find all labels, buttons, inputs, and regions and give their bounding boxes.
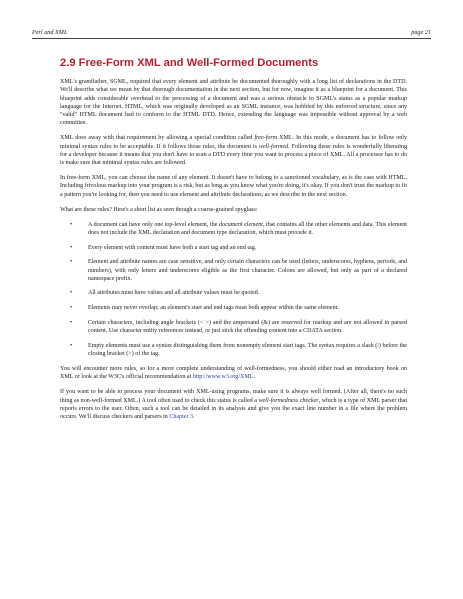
- body-text: [60, 78, 407, 428]
- page-number: page 21: [411, 29, 431, 36]
- paragraph-free-form: [60, 134, 407, 167]
- list-item: [60, 244, 407, 252]
- paragraph-rules-intro: What are these rules? Here's a short list as seen though a coarse-grained spyglass:: [60, 206, 258, 213]
- bullet-icon: •: [70, 258, 73, 266]
- rule-text: Every element with content must have both a start tag and an end tag.: [88, 244, 257, 251]
- term-well-formedness-checker: well-formedness checker: [258, 397, 319, 404]
- bullet-icon: •: [70, 304, 73, 312]
- text-segment: You will encounter more rules, so for a more complete understanding of well-formedness, you should either read an introductory book on XML or look at the W3C's official recommendation at: [60, 366, 407, 381]
- book-title-header: Perl and XML: [32, 29, 68, 36]
- bullet-icon: •: [70, 318, 73, 326]
- rule-text: Elements may never overlap; an element's start and end tags must both appear within the same element.: [88, 305, 339, 312]
- text-segment: .: [253, 374, 255, 381]
- text-segment: , that contains all the other elements and data. This element does not include the XML declaration and document type declaration, which must precede it.: [88, 221, 407, 236]
- text-segment: , which is a type of XML parser that reports errors to the user. Often, such a tool can be detailed in its analysis and give you the exact line number in a file where the problem occurs. We'll discuss checkers and parsers in: [60, 397, 408, 421]
- chapter-3-link[interactable]: Chapter 3: [169, 414, 193, 421]
- text-segment: XML. In this mode, a document has to follow only minimal syntax rules to be acceptable. If it follows those rules, the document is: [60, 135, 407, 150]
- term-free-form: free-form: [254, 135, 278, 142]
- term-well-formed: well-formed: [258, 143, 289, 150]
- paragraph-checkers: [60, 388, 407, 421]
- list-item: [60, 304, 407, 312]
- rule-text: Element and attribute names are case sensitive, and only certain characters can be used (letters, underscores, hyphens, periods, and numbers), with only letters and underscores eligible as the first character. Colons are allowed, but only as part of a declared namespace prefix.: [88, 259, 407, 282]
- text-segment: . Following these rules is wonderfully liberating for a developer because it means that you don't have to scan a DTD every time you want to process a piece of XML. All a processor has to do is make sure that minimal syntax rules are followed.: [60, 143, 408, 167]
- section-heading: 2.9 Free-Form XML and Well-Formed Documents: [60, 57, 319, 69]
- text-segment: If you want to be able to process your document with XML-using programs, make sure it is always well formed. (After all, there's no such thing as non-well-formed XML.) A tool often used to check this status is called a: [60, 389, 407, 404]
- text-segment: XML does away with that requirement by allowing a special condition called: [60, 135, 255, 142]
- list-item: [60, 319, 407, 336]
- bullet-icon: •: [70, 341, 73, 349]
- rules-list: [60, 221, 407, 359]
- rule-text: All attributes must have values and all attribute values must be quoted.: [88, 290, 260, 297]
- bullet-icon: •: [70, 220, 73, 228]
- rule-text: Certain characters, including angle brackets (< >) and the ampersand (&) are reserved for markup and are not allowed in parsed content. Use character entity references instead, or just stick the offending content into a CDATA section.: [88, 319, 407, 335]
- paragraph-more-rules: [60, 365, 407, 382]
- bullet-icon: •: [70, 289, 73, 297]
- header-divider: [32, 38, 431, 39]
- term-document-element: document element: [219, 221, 263, 228]
- paragraph-sgml-history: XML's grandfather, SGML, required that every element and attribute be documented thoroughly with a long list of declarations in the DTD. We'll describe what we mean by that thorough documentation in the next section, but for now, imagine it as a blueprint for a document. This blueprint adds considerable overhead to the processing of a document and was a serious obstacle to SGML's status as a popular markup language for the Internet. HTML, which was originally developed as an SGML instance, was hobbled by this enforced structure, since any "valid" HTML document had to conform to the HTML DTD. Hence, extending the language was impossible without approval by a web committee.: [60, 79, 407, 127]
- list-item: [60, 221, 407, 238]
- rule-text: Empty elements must use a syntax distinguishing them from nonempty element start tags. The syntax requires a slash (/) before the closing bracket (>) of the tag.: [88, 342, 407, 358]
- list-item: [60, 342, 407, 359]
- text-segment: .: [193, 414, 195, 421]
- w3c-xml-link[interactable]: http://www.w3.org/XML: [192, 374, 254, 381]
- list-item: [60, 289, 407, 297]
- list-item: [60, 258, 407, 283]
- paragraph-element-names: In free-form XML, you can choose the name of any element. It doesn't have to belong to a sanctioned vocabulary, as is the case with HTML. Including frivolous markup into your program is a risk, but as long as you know what you're doing, it's okay. If you don't trust the markup to fit a pattern you're looking for, then you need to use element and attribute declarations, as we describe in the next section.: [60, 175, 407, 198]
- text-segment: A document can have only one top-level element, the: [88, 221, 220, 228]
- bullet-icon: •: [70, 243, 73, 251]
